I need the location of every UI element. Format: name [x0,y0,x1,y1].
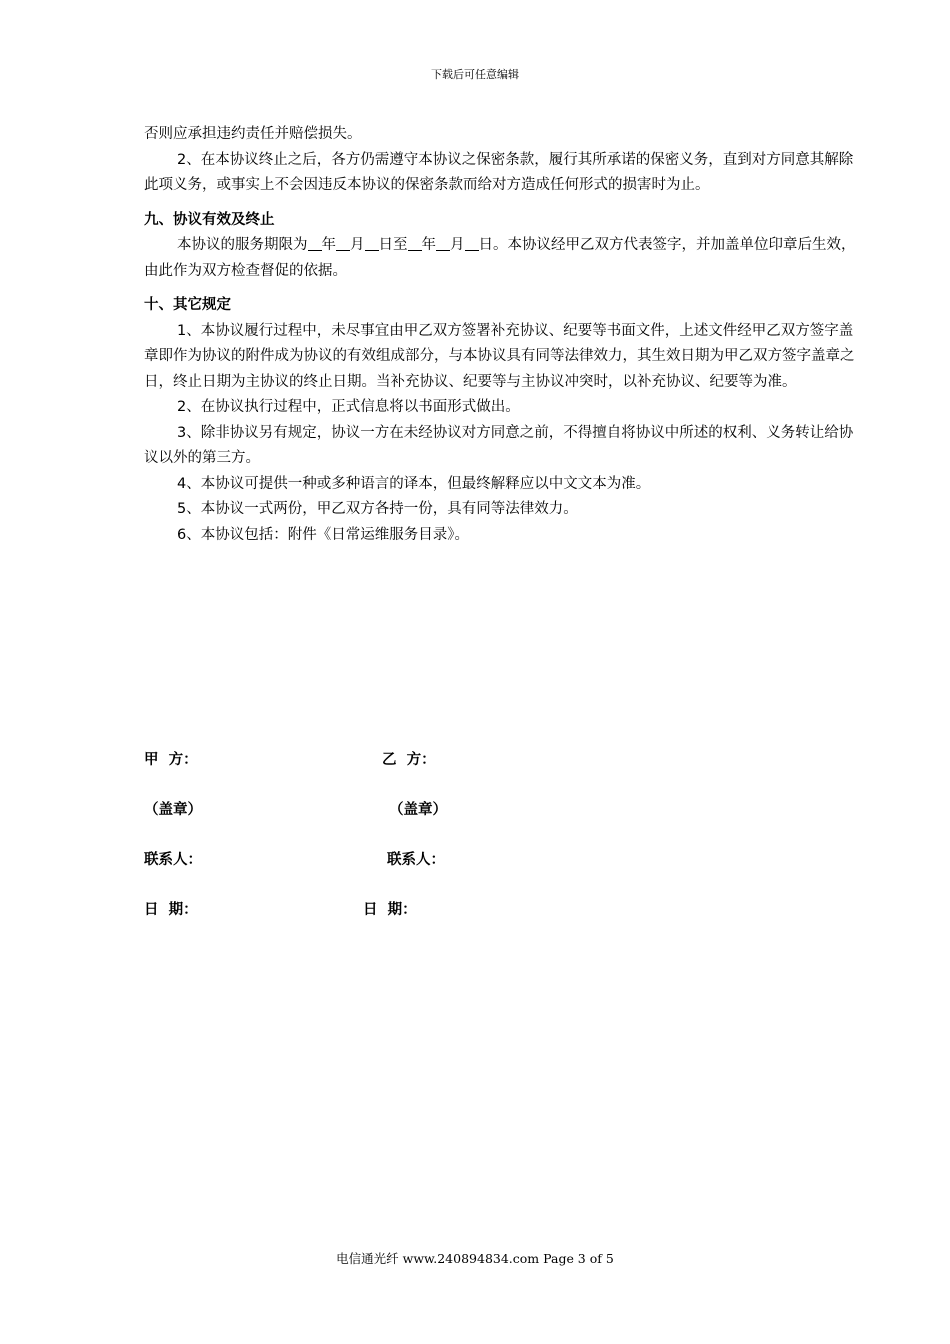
paragraph-other-3: 3、除非协议另有规定，协议一方在未经协议对方同意之前，不得擅自将协议中所述的权利、义务转让给协议以外的第三方。 [144,424,854,466]
blank-field [408,236,422,251]
paragraph-confidentiality-2: 2、在本协议终止之后，各方仍需遵守本协议之保密条款，履行其所承诺的保密义务，直到对方同意其解除此项义务，或事实上不会因违反本协议的保密条款而给对方造成任何形式的损害时为止。 [144,151,854,193]
section-heading-9: 九、协议有效及终止 [144,211,275,228]
blank-field [336,236,350,251]
document-body [144,122,864,548]
paragraph-other-5: 5、本协议一式两份，甲乙双方各持一份，具有同等法律效力。 [177,501,578,517]
contact-b-label: 联系人： [387,852,445,868]
paragraph-term [144,233,864,284]
year-label: 年 [321,237,336,253]
contact-a-label: 联系人： [144,852,202,868]
term-text-a: 本协议的服务期限为 [177,237,308,253]
blank-field [308,236,322,251]
term-text-b: 日。本协议经甲乙双方代表签字，并加盖单位印章后生效，由此作为双方检查督促的依据。 [144,237,856,279]
seal-b-label: （盖章） [389,802,447,818]
party-a-label: 甲 方： [144,752,198,768]
paragraph-other-2: 2、在协议执行过程中，正式信息将以书面形式做出。 [177,399,520,415]
blank-field [465,236,479,251]
seal-a-label: （盖章） [144,802,202,818]
date-b-label: 日 期： [363,902,417,918]
paragraph-other-1: 1、本协议履行过程中，未尽事宜由甲乙双方签署补充协议、纪要等书面文件，上述文件经甲乙双方签字盖章即作为协议的附件成为协议的有效组成部分，与本协议具有同等法律效力，其生效日期为甲乙双方签字盖章之日，终止日期为主协议的终止日期。当补充协议、纪要等与主协议冲突时，以补充协议、纪要等为准。 [144,322,855,390]
blank-field [436,236,450,251]
month-label: 月 [350,237,365,253]
paragraph-other-4: 4、本协议可提供一种或多种语言的译本，但最终解释应以中文文本为准。 [177,475,651,492]
date-a-label: 日 期： [144,902,198,918]
paragraph-other-6: 6、本协议包括：附件《日常运维服务目录》。 [177,526,469,543]
section-heading-10: 十、其它规定 [144,297,231,313]
page-header: 下载后可任意编辑 [431,68,519,81]
party-b-label: 乙 方： [382,752,436,768]
page-footer: 电信通光纤 www.240894834.com Page 3 of 5 [336,1251,614,1266]
paragraph-continuation: 否则应承担违约责任并赔偿损失。 [144,126,362,142]
blank-field [365,236,379,251]
month-label: 月 [450,237,465,253]
day-label: 日至 [378,237,408,253]
year-label: 年 [421,237,436,253]
